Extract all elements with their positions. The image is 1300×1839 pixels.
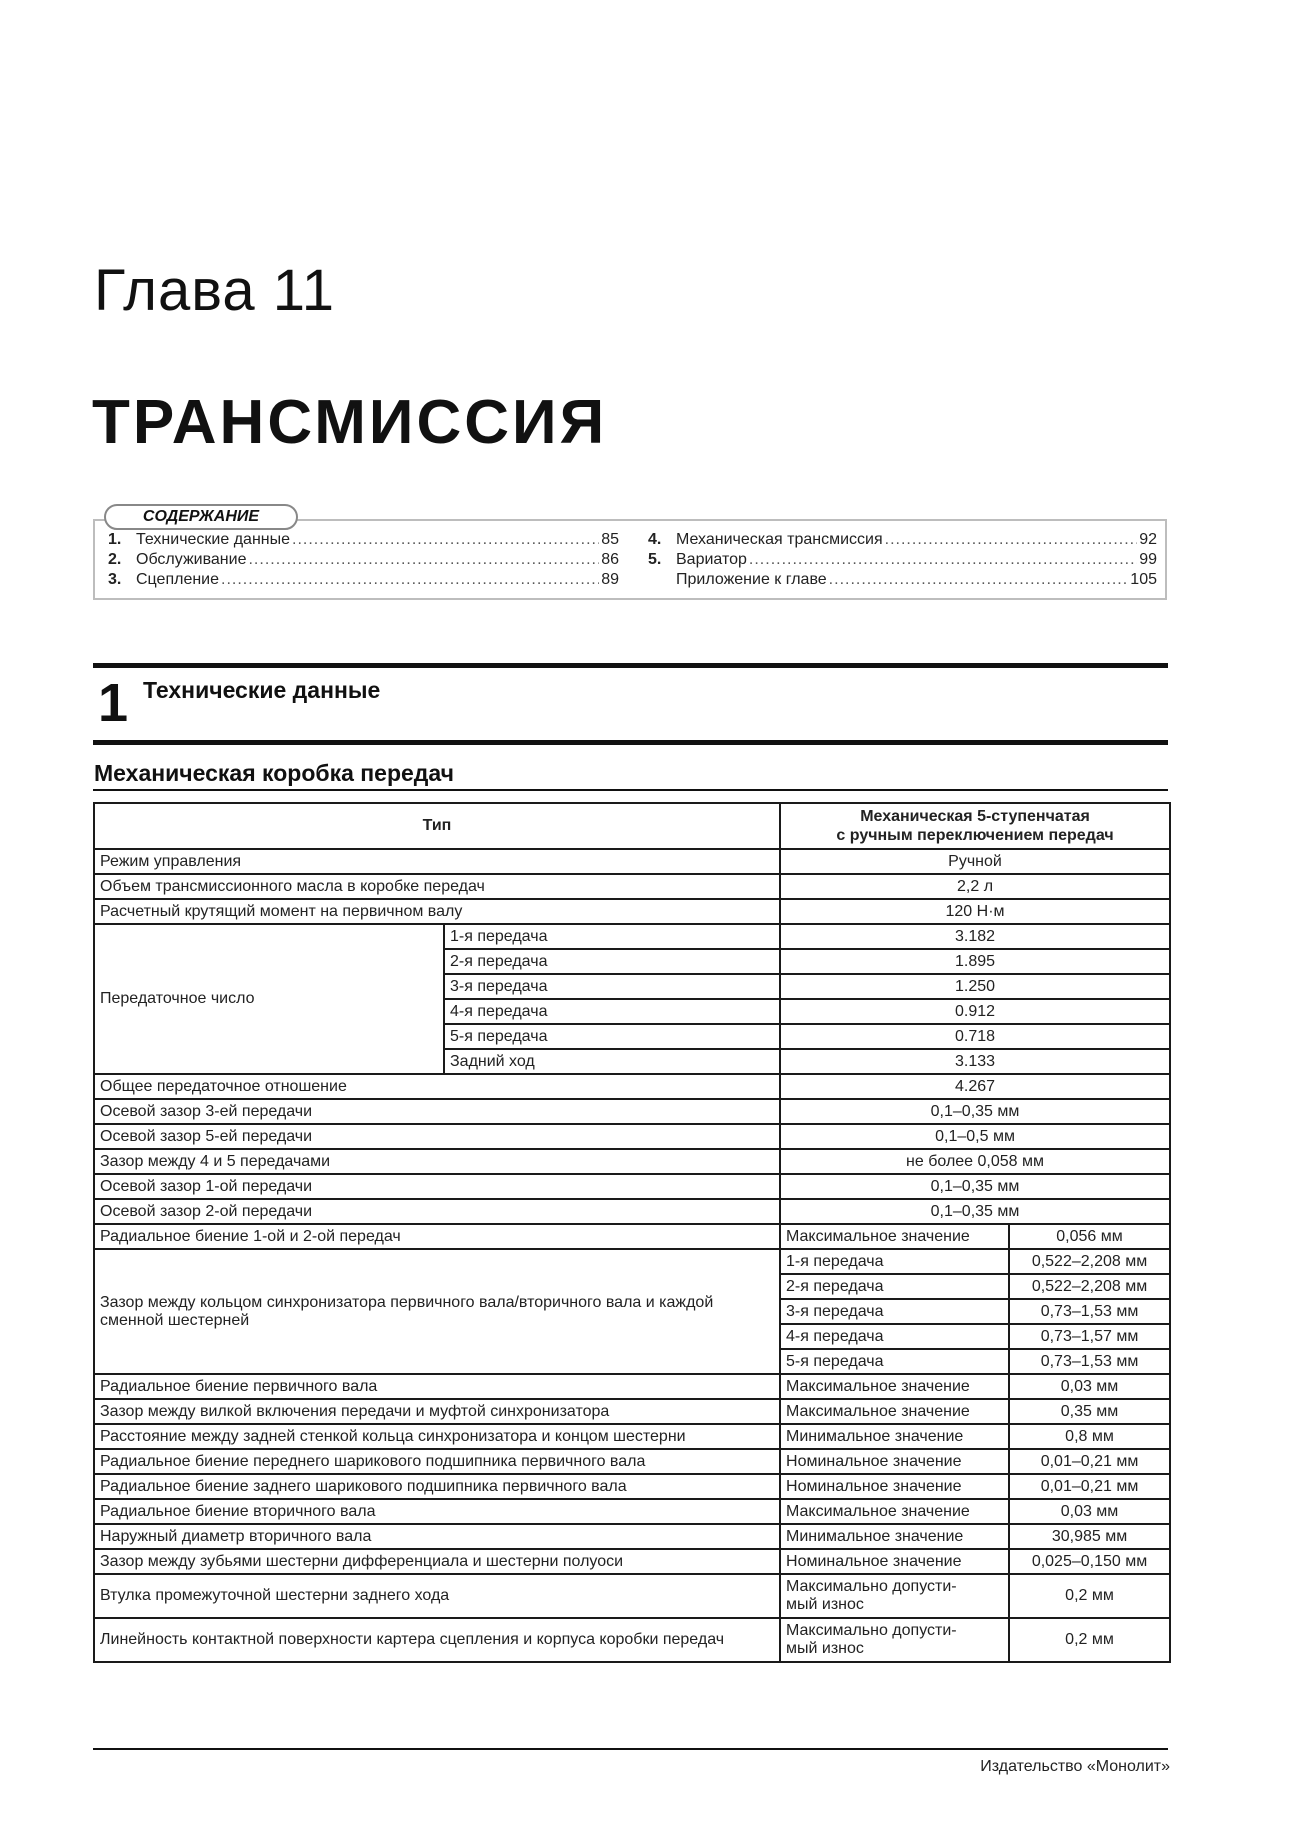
- table-row: [94, 1618, 1170, 1662]
- param-cell: Осевой зазор 5-ей передачи: [94, 1124, 780, 1149]
- table-row: [94, 1174, 1170, 1199]
- qualifier-line2: мый износ: [786, 1596, 864, 1613]
- toc-leader: [248, 550, 599, 570]
- toc-item[interactable]: [648, 550, 1157, 570]
- sub-param-cell: 2-я передача: [444, 949, 780, 974]
- sub-param-cell: 1-я передача: [444, 924, 780, 949]
- table-row: [94, 899, 1170, 924]
- toc-leader: [221, 570, 599, 590]
- sub-param-cell: 4-я передача: [780, 1324, 1009, 1349]
- table-row: [94, 1374, 1170, 1399]
- value-cell: 0.718: [780, 1024, 1170, 1049]
- toc-item-page: 99: [1139, 551, 1157, 568]
- toc-item-title: Сцепление: [136, 571, 220, 588]
- value-cell: 0,1–0,35 мм: [780, 1199, 1170, 1224]
- value-cell: 2,2 л: [780, 874, 1170, 899]
- table-row: [94, 1074, 1170, 1099]
- value-cell: 30,985 мм: [1009, 1524, 1170, 1549]
- param-cell: Зазор между 4 и 5 передачами: [94, 1149, 780, 1174]
- toc-item-title: Обслуживание: [136, 551, 247, 568]
- value-cell: 0,8 мм: [1009, 1424, 1170, 1449]
- table-row: [94, 1199, 1170, 1224]
- table-row: [94, 1249, 1170, 1274]
- value-cell: 0,056 мм: [1009, 1224, 1170, 1249]
- qualifier-line2: мый износ: [786, 1640, 864, 1657]
- value-cell: 1.250: [780, 974, 1170, 999]
- qualifier-line1: Максимально допусти-: [786, 1622, 957, 1639]
- toc-item[interactable]: [108, 550, 619, 570]
- value-cell: 0,2 мм: [1009, 1618, 1170, 1662]
- table-header-type: Тип: [94, 803, 780, 849]
- sub-param-cell: 3-я передача: [780, 1299, 1009, 1324]
- value-cell: 0,01–0,21 мм: [1009, 1449, 1170, 1474]
- value-cell: 0,73–1,53 мм: [1009, 1349, 1170, 1374]
- toc-item-page: 85: [601, 531, 619, 548]
- table-row: [94, 1099, 1170, 1124]
- param-cell: Линейность контактной поверхности картера сцепления и корпуса коробки передач: [94, 1618, 780, 1662]
- chapter-label: Глава 11: [94, 258, 335, 323]
- param-cell: Общее передаточное отношение: [94, 1074, 780, 1099]
- toc-leader: [749, 550, 1137, 570]
- value-cell: Ручной: [780, 849, 1170, 874]
- table-header-row: [94, 803, 1170, 849]
- qualifier-cell: Номинальное значение: [780, 1449, 1009, 1474]
- value-cell: 1.895: [780, 949, 1170, 974]
- section-number: 1: [98, 673, 129, 733]
- sub-param-cell: Задний ход: [444, 1049, 780, 1074]
- qualifier-cell: [780, 1618, 1009, 1662]
- toc-item-page: 86: [601, 551, 619, 568]
- table-row: [94, 1224, 1170, 1249]
- toc-item-number: 5.: [648, 551, 662, 568]
- toc-leader: [885, 530, 1138, 550]
- param-cell: Наружный диаметр вторичного вала: [94, 1524, 780, 1549]
- value-cell: 0,522–2,208 мм: [1009, 1249, 1170, 1274]
- section-bottom-rule: [93, 740, 1168, 745]
- qualifier-cell: [780, 1574, 1009, 1618]
- param-cell: Передаточное число: [94, 924, 444, 1074]
- value-cell: 0,2 мм: [1009, 1574, 1170, 1618]
- param-cell: Объем трансмиссионного масла в коробке передач: [94, 874, 780, 899]
- qualifier-cell: Максимальное значение: [780, 1374, 1009, 1399]
- sub-param-cell: 1-я передача: [780, 1249, 1009, 1274]
- toc-item-title: Вариатор: [676, 551, 747, 568]
- value-cell: 0,03 мм: [1009, 1374, 1170, 1399]
- value-cell: 0,35 мм: [1009, 1399, 1170, 1424]
- qualifier-cell: Максимальное значение: [780, 1224, 1009, 1249]
- value-cell: не более 0,058 мм: [780, 1149, 1170, 1174]
- param-cell: Зазор между зубьями шестерни дифференциала и шестерни полуоси: [94, 1549, 780, 1574]
- param-cell: Радиальное биение 1-ой и 2-ой передач: [94, 1224, 780, 1249]
- table-row: [94, 1549, 1170, 1574]
- param-cell: Зазор между вилкой включения передачи и муфтой синхронизатора: [94, 1399, 780, 1424]
- table-header-value: [780, 803, 1170, 849]
- section-title: Технические данные: [143, 677, 381, 703]
- table-row: [94, 874, 1170, 899]
- param-cell: Радиальное биение заднего шарикового подшипника первичного вала: [94, 1474, 780, 1499]
- toc-column-right: [648, 530, 1157, 590]
- value-cell: 0,73–1,57 мм: [1009, 1324, 1170, 1349]
- value-cell: 0,1–0,35 мм: [780, 1174, 1170, 1199]
- qualifier-cell: Номинальное значение: [780, 1549, 1009, 1574]
- spec-table: [93, 802, 1171, 1663]
- value-cell: 0,73–1,53 мм: [1009, 1299, 1170, 1324]
- toc-item-title: Технические данные: [136, 531, 291, 548]
- toc-item[interactable]: [108, 530, 619, 550]
- chapter-title: ТРАНСМИССИЯ: [92, 388, 608, 457]
- toc-item[interactable]: [648, 530, 1157, 550]
- sub-param-cell: 3-я передача: [444, 974, 780, 999]
- section-top-rule: [93, 663, 1168, 668]
- table-header-value-line1: Механическая 5-ступенчатая: [860, 808, 1090, 825]
- value-cell: 0,1–0,35 мм: [780, 1099, 1170, 1124]
- qualifier-cell: Минимальное значение: [780, 1524, 1009, 1549]
- value-cell: 3.133: [780, 1049, 1170, 1074]
- value-cell: 0,522–2,208 мм: [1009, 1274, 1170, 1299]
- table-row: [94, 1449, 1170, 1474]
- table-row: [94, 1399, 1170, 1424]
- toc-item-title: Приложение к главе: [676, 571, 827, 588]
- value-cell: 0,03 мм: [1009, 1499, 1170, 1524]
- table-row: [94, 1124, 1170, 1149]
- param-cell: Расчетный крутящий момент на первичном валу: [94, 899, 780, 924]
- qualifier-line1: Максимально допусти-: [786, 1578, 957, 1595]
- toc-item-page: 105: [1130, 571, 1157, 588]
- sub-param-cell: 5-я передача: [780, 1349, 1009, 1374]
- value-cell: 0,025–0,150 мм: [1009, 1549, 1170, 1574]
- param-cell: Радиальное биение первичного вала: [94, 1374, 780, 1399]
- qualifier-cell: Максимальное значение: [780, 1399, 1009, 1424]
- toc-item-number: 2.: [108, 551, 122, 568]
- footer-rule: [93, 1748, 1168, 1750]
- value-cell: 0,1–0,5 мм: [780, 1124, 1170, 1149]
- subsection-title: Механическая коробка передач: [94, 760, 454, 786]
- param-cell: Зазор между кольцом синхронизатора первичного вала/вторичного вала и каждой сменной шестерней: [94, 1249, 780, 1374]
- toc-item-number: 3.: [108, 571, 122, 588]
- param-cell: Втулка промежуточной шестерни заднего хода: [94, 1574, 780, 1618]
- table-row: [94, 849, 1170, 874]
- toc-item-number: 1.: [108, 531, 122, 548]
- toc-item[interactable]: [648, 570, 1157, 590]
- table-header-value-line2: с ручным переключением передач: [836, 827, 1114, 844]
- toc-item-page: 92: [1139, 531, 1157, 548]
- value-cell: 120 Н·м: [780, 899, 1170, 924]
- table-row: [94, 1474, 1170, 1499]
- toc-item[interactable]: [108, 570, 619, 590]
- param-cell: Расстояние между задней стенкой кольца синхронизатора и концом шестерни: [94, 1424, 780, 1449]
- param-cell: Осевой зазор 3-ей передачи: [94, 1099, 780, 1124]
- table-row: [94, 1524, 1170, 1549]
- toc-column-left: [108, 530, 619, 590]
- param-cell: Радиальное биение вторичного вала: [94, 1499, 780, 1524]
- qualifier-cell: Минимальное значение: [780, 1424, 1009, 1449]
- toc-heading: СОДЕРЖАНИЕ: [104, 504, 298, 530]
- value-cell: 0,01–0,21 мм: [1009, 1474, 1170, 1499]
- sub-param-cell: 5-я передача: [444, 1024, 780, 1049]
- param-cell: Осевой зазор 2-ой передачи: [94, 1199, 780, 1224]
- table-row: [94, 1574, 1170, 1618]
- toc-leader: [829, 570, 1129, 590]
- table-row: [94, 1424, 1170, 1449]
- qualifier-cell: Номинальное значение: [780, 1474, 1009, 1499]
- table-row: [94, 1499, 1170, 1524]
- publisher: Издательство «Монолит»: [980, 1758, 1170, 1775]
- toc-item-number: [648, 570, 676, 590]
- value-cell: 0.912: [780, 999, 1170, 1024]
- toc-leader: [292, 530, 599, 550]
- sub-param-cell: 4-я передача: [444, 999, 780, 1024]
- param-cell: Радиальное биение переднего шарикового подшипника первичного вала: [94, 1449, 780, 1474]
- value-cell: 3.182: [780, 924, 1170, 949]
- toc-item-number: 4.: [648, 531, 662, 548]
- subsection-rule: [93, 789, 1168, 791]
- sub-param-cell: 2-я передача: [780, 1274, 1009, 1299]
- toc-item-title: Механическая трансмиссия: [676, 531, 883, 548]
- value-cell: 4.267: [780, 1074, 1170, 1099]
- qualifier-cell: Максимальное значение: [780, 1499, 1009, 1524]
- table-row: [94, 924, 1170, 949]
- toc-item-page: 89: [601, 571, 619, 588]
- table-row: [94, 1149, 1170, 1174]
- param-cell: Режим управления: [94, 849, 780, 874]
- param-cell: Осевой зазор 1-ой передачи: [94, 1174, 780, 1199]
